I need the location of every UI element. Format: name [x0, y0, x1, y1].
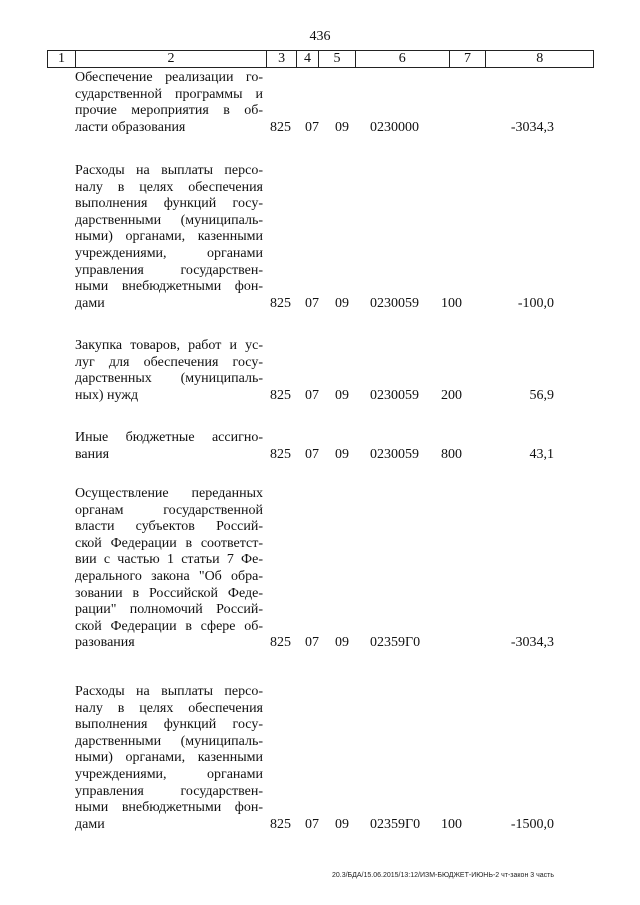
cell-c3: 825: [270, 387, 291, 403]
cell-c5: 09: [335, 635, 349, 651]
header-col-8: 8: [536, 51, 544, 66]
description-line: дарственных (муниципаль-: [75, 371, 263, 387]
description-line: ными) органами, казенными: [75, 229, 263, 245]
description-line: ными) органами, казенными: [75, 750, 263, 766]
description-line: органам государственной: [75, 502, 263, 518]
description-line: учреждениями, органами: [75, 766, 263, 782]
description-line: Обеспечение реализации го-: [75, 70, 263, 85]
description-line: Осуществление переданных: [75, 486, 263, 501]
cell-c3: 825: [270, 119, 291, 135]
table-header: [47, 50, 594, 68]
cell-c6: 0230000: [370, 119, 419, 135]
description-line: ской Федерации в сфере об-: [75, 618, 263, 634]
cell-c6: 02359Г0: [370, 816, 421, 832]
cell-c8: -100,0: [517, 295, 554, 311]
description-line: Закупка товаров, работ и ус-: [75, 338, 263, 353]
description-line: вания: [75, 446, 110, 462]
description-line: управления государствен-: [75, 262, 263, 278]
cell-c8: -3034,3: [510, 635, 554, 651]
description-line: Иные бюджетные ассигно-: [75, 430, 263, 445]
header-col-3: 3: [267, 51, 297, 67]
row-description: [75, 684, 263, 833]
header-col-6: 6: [356, 51, 450, 67]
description-line: вии с частью 1 статьи 7 Фе-: [75, 552, 263, 568]
cell-c4: 07: [305, 816, 319, 832]
cell-c3: 825: [270, 446, 291, 462]
cell-c3: 825: [270, 816, 291, 832]
header-col-4: 4: [297, 51, 319, 67]
description-line: выполнения функций госу-: [75, 717, 263, 733]
description-line: налу в целях обеспечения: [75, 179, 263, 195]
description-line: ными внебюджетными фон-: [75, 279, 263, 295]
description-line: дами: [75, 295, 105, 311]
cell-c5: 09: [335, 446, 349, 462]
description-line: власти субъектов Россий-: [75, 519, 263, 535]
cell-c8: -1500,0: [510, 816, 554, 832]
row-description: [75, 430, 263, 463]
description-line: дами: [75, 816, 105, 832]
cell-c7: 200: [441, 387, 462, 403]
description-line: ными внебюджетными фон-: [75, 800, 263, 816]
description-line: Расходы на выплаты персо-: [75, 684, 263, 699]
cell-c4: 07: [305, 295, 319, 311]
row-description: [75, 338, 263, 404]
description-line: рации" полномочий Россий-: [75, 602, 263, 618]
cell-c3: 825: [270, 295, 291, 311]
description-line: зовании в Российской Феде-: [75, 585, 263, 601]
cell-c5: 09: [335, 387, 349, 403]
row-description: [75, 486, 263, 652]
description-line: учреждениями, органами: [75, 245, 263, 261]
description-line: дерального закона "Об обра-: [75, 568, 263, 584]
header-col-2: 2: [76, 51, 267, 67]
cell-c3: 825: [270, 635, 291, 651]
description-line: дарственными (муниципаль-: [75, 212, 263, 228]
cell-c6: 0230059: [370, 295, 419, 311]
description-line: разования: [75, 635, 135, 651]
description-line: Расходы на выплаты персо-: [75, 163, 263, 178]
description-line: прочие мероприятия в об-: [75, 103, 263, 119]
cell-c4: 07: [305, 635, 319, 651]
description-line: налу в целях обеспечения: [75, 700, 263, 716]
cell-c5: 09: [335, 119, 349, 135]
header-col-5: 5: [319, 51, 356, 67]
cell-c8: 56,9: [529, 387, 554, 403]
cell-c6: 0230059: [370, 446, 419, 462]
description-line: луг для обеспечения госу-: [75, 354, 263, 370]
row-description: [75, 163, 263, 312]
description-line: ской Федерации в соответст-: [75, 535, 263, 551]
description-line: дарственными (муниципаль-: [75, 733, 263, 749]
cell-c4: 07: [305, 119, 319, 135]
header-col-1: 1: [48, 51, 76, 67]
cell-c6: 0230059: [370, 387, 419, 403]
cell-c5: 09: [335, 295, 349, 311]
description-line: сударственной программы и: [75, 86, 263, 102]
cell-c7: 800: [441, 446, 462, 462]
cell-c7: 100: [441, 295, 462, 311]
cell-c7: 100: [441, 816, 462, 832]
description-line: выполнения функций госу-: [75, 196, 263, 212]
cell-c8: -3034,3: [510, 119, 554, 135]
cell-c5: 09: [335, 816, 349, 832]
cell-c8: 43,1: [529, 446, 554, 462]
header-col-7: 7: [450, 51, 487, 67]
cell-c6: 02359Г0: [370, 635, 421, 651]
row-description: [75, 70, 263, 136]
cell-c4: 07: [305, 446, 319, 462]
description-line: ласти образования: [75, 119, 186, 135]
description-line: ных) нужд: [75, 387, 139, 403]
cell-c4: 07: [305, 387, 319, 403]
page-number: 436: [309, 29, 331, 44]
description-line: управления государствен-: [75, 783, 263, 799]
footer-stamp: 20.3/БДА/15.06.2015/13:12/ИЗМ-БЮДЖЕТ-ИЮНЬ-2 чт-закон 3 часть: [331, 872, 554, 879]
